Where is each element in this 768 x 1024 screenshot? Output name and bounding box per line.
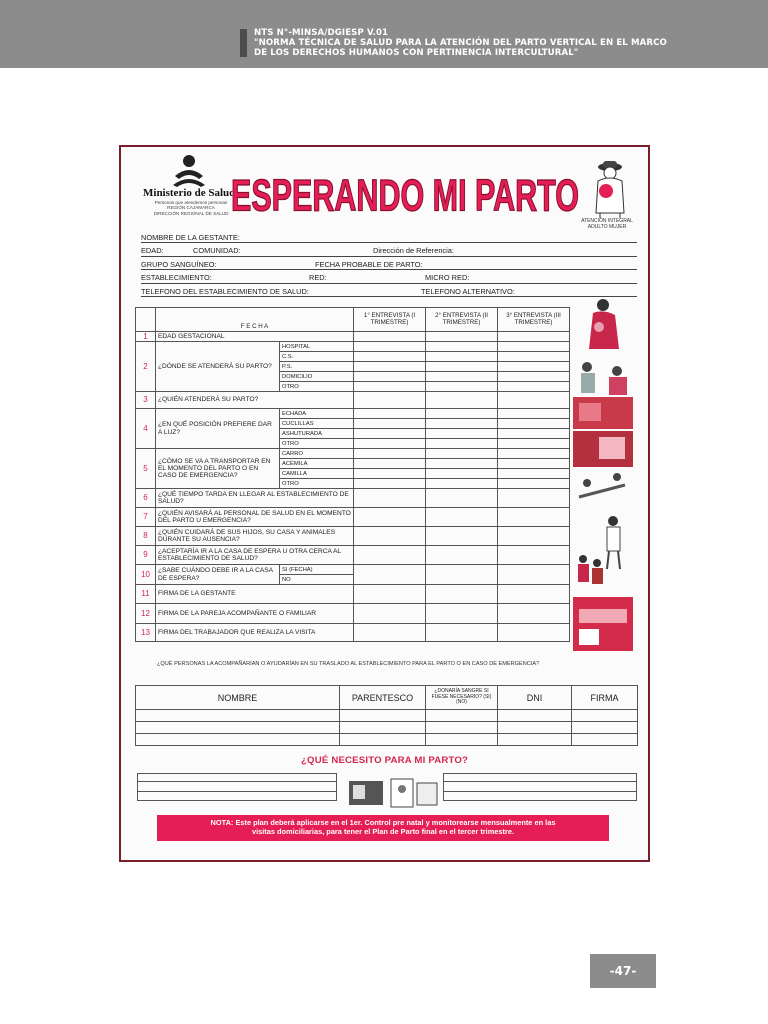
table-row: 12 FIRMA DE LA PAREJA ACOMPAÑANTE O FAMILIAR [136, 604, 570, 624]
label-red: RED: [309, 273, 327, 283]
field-row-edad [141, 246, 637, 259]
fecha-header: F E C H A [156, 308, 354, 332]
table-row: 11 FIRMA DE LA GESTANTE [136, 585, 570, 604]
note-banner [157, 815, 609, 841]
table-row: 9 ¿ACEPTARÍA IR A LA CASA DE ESPERA U OTRA CERCA AL ESTABLECIMIENTO DE SALUD? [136, 546, 570, 565]
table-row: 4 ¿EN QUÉ POSICIÓN PREFIERE DAR A LUZ? ECHADA [136, 409, 570, 419]
woman-carrying-child-icon [589, 299, 619, 349]
note-line-1: NOTA: Este plan deberá aplicarse en el 1er. Control pre natal y monitorearse mensualmente en las [210, 818, 556, 827]
family-group-icon [578, 555, 603, 584]
col-dni: DNI [498, 686, 572, 710]
plan-parto-table [135, 307, 570, 642]
companion-row [136, 710, 638, 722]
header-line-2: "NORMA TÉCNICA DE SALUD PARA LA ATENCIÓN DEL PARTO VERTICAL EN EL MARCO [254, 38, 667, 48]
form-image [119, 145, 650, 862]
col-donaria: ¿DONARÍA SANGRE SI FUESE NECESARIO? (SI) (NO) [426, 686, 498, 710]
table-row: ASHUTURADA [136, 429, 570, 439]
ministerio-logo-icon [171, 154, 207, 188]
field-row-grupo [141, 260, 637, 273]
table-row: ACÉMILA [136, 459, 570, 469]
label-gestante: NOMBRE DE LA GESTANTE: [141, 233, 240, 242]
mascot-label: ATENCIÓN INTEGRAL ADULTO MUJER [581, 218, 633, 230]
needs-lines-right [443, 773, 637, 801]
stretcher-icon [579, 473, 625, 497]
table-row: 1 EDAD GESTACIONAL [136, 332, 570, 342]
table-row: P.S. [136, 362, 570, 372]
table-row: OTRO [136, 439, 570, 449]
col-nombre: NOMBRE [136, 686, 340, 710]
documents-illustration [347, 775, 439, 809]
label-grupo: GRUPO SANGUÍNEO: [141, 259, 217, 269]
table-row: CUCLILLAS [136, 419, 570, 429]
table-row: 2 ¿DÓNDE SE ATENDERÁ SU PARTO? HOSPITAL [136, 342, 570, 352]
header-line-3: DE LOS DERECHOS HUMANOS CON PERTINENCIA INTERCULTURAL" [254, 48, 579, 58]
label-direccion: Dirección de Referencia: [373, 246, 454, 256]
mascot-illustration [584, 157, 634, 219]
col-parentesco: PARENTESCO [340, 686, 426, 710]
table-header-row [136, 308, 570, 332]
table-row: NO [136, 575, 570, 585]
gestante-fields [141, 233, 637, 300]
header-accent-bar [240, 29, 247, 57]
note-line-2: visitas domiciliarias, para tener el Plan de Parto final en el tercer trimestre. [251, 827, 515, 836]
table-row: 7 ¿QUIÉN AVISARÁ AL PERSONAL DE SALUD EN EL MOMENTO DEL PARTO U EMERGENCIA? [136, 508, 570, 527]
col-firma: FIRMA [572, 686, 638, 710]
header-text [254, 28, 759, 58]
label-fecha-probable: FECHA PROBABLE DE PARTO: [315, 259, 423, 269]
companion-row [136, 722, 638, 734]
entrevista-3-header: 3° ENTREVISTA (III TRIMESTRE) [498, 308, 570, 332]
table-row: 8 ¿QUIÉN CUIDARÁ DE SUS HIJOS, SU CASA Y ANIMALES DURANTE SU AUSENCIA? [136, 527, 570, 546]
entrevista-1-header: 1° ENTREVISTA (I TRIMESTRE) [354, 308, 426, 332]
table-row: CAMILLA [136, 469, 570, 479]
companion-question: ¿QUÉ PERSONAS LA ACOMPAÑARÍAN O AYUDARÍAN EN SU TRASLADO AL ESTABLECIMIENTO PARA EL PARTO O EN CASO DE EMERGENCIA? [157, 661, 540, 667]
label-telefono-establecimiento: TELEFONO DEL ESTABLECIMIENTO DE SALUD: [141, 286, 309, 296]
table-row: 10 ¿SABE CUÁNDO DEBE IR A LA CASA DE ESPERA? SI (FECHA) [136, 565, 570, 575]
field-row-gestante [141, 233, 637, 246]
table-row: 3 ¿QUIÉN ATENDERÁ SU PARTO? [136, 392, 570, 409]
man-standing-icon [607, 516, 620, 569]
field-row-establecimiento [141, 273, 637, 286]
side-photo-strip [573, 297, 639, 652]
needs-lines-left [137, 773, 337, 801]
header-line-1: NTS N°-MINSA/DGIESP V.01 [254, 28, 389, 38]
companion-row [136, 734, 638, 746]
label-establecimiento: ESTABLECIMIENTO: [141, 273, 212, 283]
label-comunidad: COMUNIDAD: [193, 246, 241, 256]
companion-header-row [136, 686, 638, 710]
label-telefono-alternativo: TELEFONO ALTERNATIVO: [421, 286, 515, 296]
header-band [0, 0, 768, 68]
table-row: DOMICILIO [136, 372, 570, 382]
label-edad: EDAD: [141, 246, 164, 256]
companion-table [135, 685, 638, 746]
form-title-text: ESPERANDO MI PARTO [230, 170, 579, 220]
table-row: OTRO [136, 479, 570, 489]
table-row: 5 ¿CÓMO SE VA A TRANSPORTAR EN EL MOMENTO DEL PARTO O EN CASO DE EMERGENCIA? CARRO [136, 449, 570, 459]
table-row: C.S. [136, 352, 570, 362]
table-row: 13 FIRMA DEL TRABAJADOR QUE REALIZA LA VISITA [136, 624, 570, 642]
health-worker-family-icon [581, 362, 627, 395]
table-row: OTRO [136, 382, 570, 392]
logo-subtitle: Personas que atendemos personas REGIÓN CAJAMARCA DIRECCIÓN REGIONAL DE SALUD [153, 200, 229, 216]
logo-title: Ministerio de Salud [143, 187, 236, 199]
page-number: -47- [590, 954, 656, 988]
form-title [227, 160, 583, 220]
need-title: ¿QUÉ NECESITO PARA MI PARTO? [301, 755, 469, 766]
entrevista-2-header: 2° ENTREVISTA (II TRIMESTRE) [426, 308, 498, 332]
field-row-telefono [141, 287, 637, 300]
label-micro-red: MICRO RED: [425, 273, 470, 283]
table-row: 6 ¿QUÉ TIEMPO TARDA EN LLEGAR AL ESTABLECIMIENTO DE SALUD? [136, 489, 570, 508]
